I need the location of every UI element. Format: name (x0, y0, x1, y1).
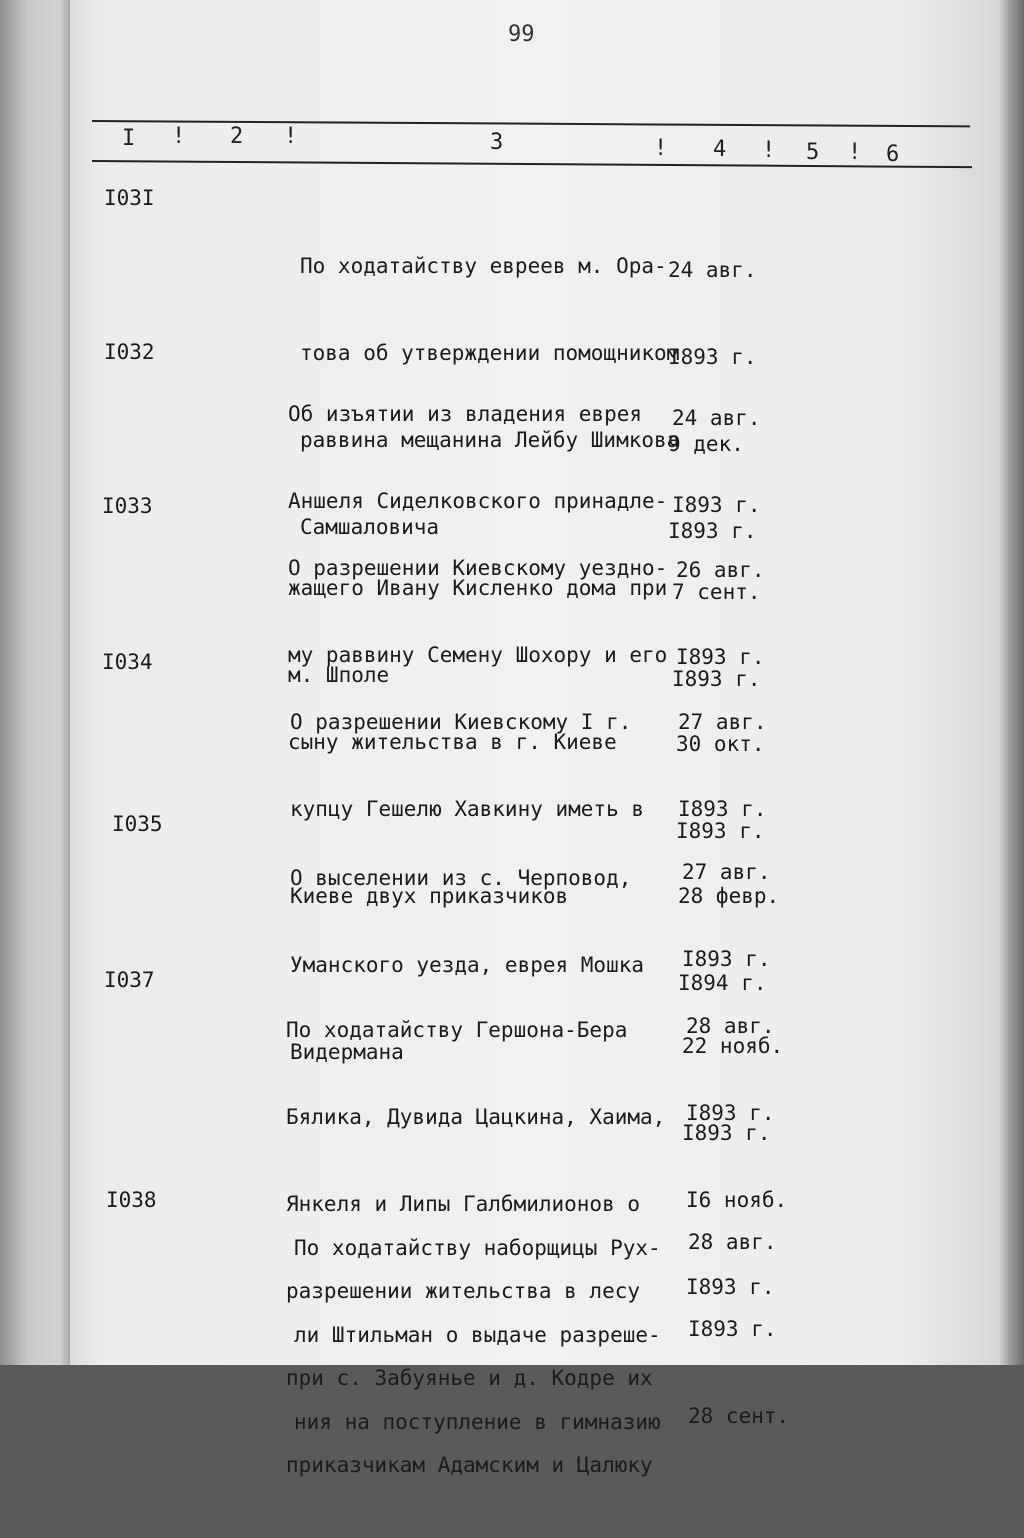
case-description: О разрешении Киевскому I г. купцу Гешелю Хавкину иметь в Киеве двух приказчиков (290, 710, 645, 908)
col-header-4: 4 (713, 137, 727, 162)
case-dates: 24 авг. I893 г. 7 сент. I893 г. (672, 406, 761, 691)
case-description: По ходатайству Гершона-Бера Бялика, Дувида Цацкина, Хаима, Янкеля и Липы Галбмилионов о разрешении жительства в лесу при с. Забуянье и д. Кодре их приказчикам Адамским и Цалюку (286, 1018, 666, 1477)
col-separator: ! (654, 136, 668, 161)
case-description: О разрешении Киевскому уездно- му раввину Семену Шохору и его сыну жительства в г. Киеве (288, 556, 668, 754)
case-dates: 26 авг. I893 г. 30 окт. I893 г. (676, 558, 765, 843)
case-description: Об изъятии из владения еврея Аншеля Сиделковского принадле- жащего Ивану Кисленко дома при м. Шполе (288, 402, 668, 687)
case-number: I032 (104, 340, 155, 364)
col-separator: ! (284, 124, 298, 149)
case-dates: 27 авг. I893 г. 28 февр. I894 г. (678, 710, 780, 995)
case-description: По ходатайству евреев м. Ора- това об утверждении помощником раввина мещанина Лейбу Шимкова Самшаловича (300, 254, 680, 539)
col-header-1: I (122, 126, 136, 151)
case-number: I038 (106, 1188, 157, 1212)
case-number: I034 (102, 650, 153, 674)
case-dates: 28 авг. I893 г. 28 сент. (688, 1230, 790, 1428)
case-number: I037 (104, 968, 155, 992)
case-number: I03I (104, 186, 155, 210)
adjacent-page-edge (0, 0, 70, 1365)
case-number: I033 (102, 494, 153, 518)
col-header-2: 2 (230, 124, 244, 149)
col-separator: ! (762, 138, 776, 163)
page-number: 99 (508, 22, 535, 47)
case-description: По ходатайству наборщицы Рух- ли Штильман о выдаче разреше- ния на поступление в гимназию (294, 1236, 661, 1434)
case-dates: 28 авг. I893 г. I6 нояб. I893 г. (686, 1014, 788, 1299)
col-header-3: 3 (490, 130, 504, 155)
case-description: О выселении из с. Черповод, Уманского уезда, еврея Мошка Видермана (290, 866, 645, 1064)
case-dates: 27 авг. I893 г. 22 нояб. I893 г. (682, 860, 784, 1145)
col-header-5: 5 (806, 140, 820, 165)
book-edge-shadow (1000, 0, 1024, 1365)
case-number: I035 (112, 812, 163, 836)
col-header-6: 6 (886, 142, 900, 167)
col-separator: ! (848, 140, 862, 165)
case-dates: 24 авг. I893 г. 9 дек. I893 г. (668, 258, 757, 543)
col-separator: ! (172, 124, 186, 149)
